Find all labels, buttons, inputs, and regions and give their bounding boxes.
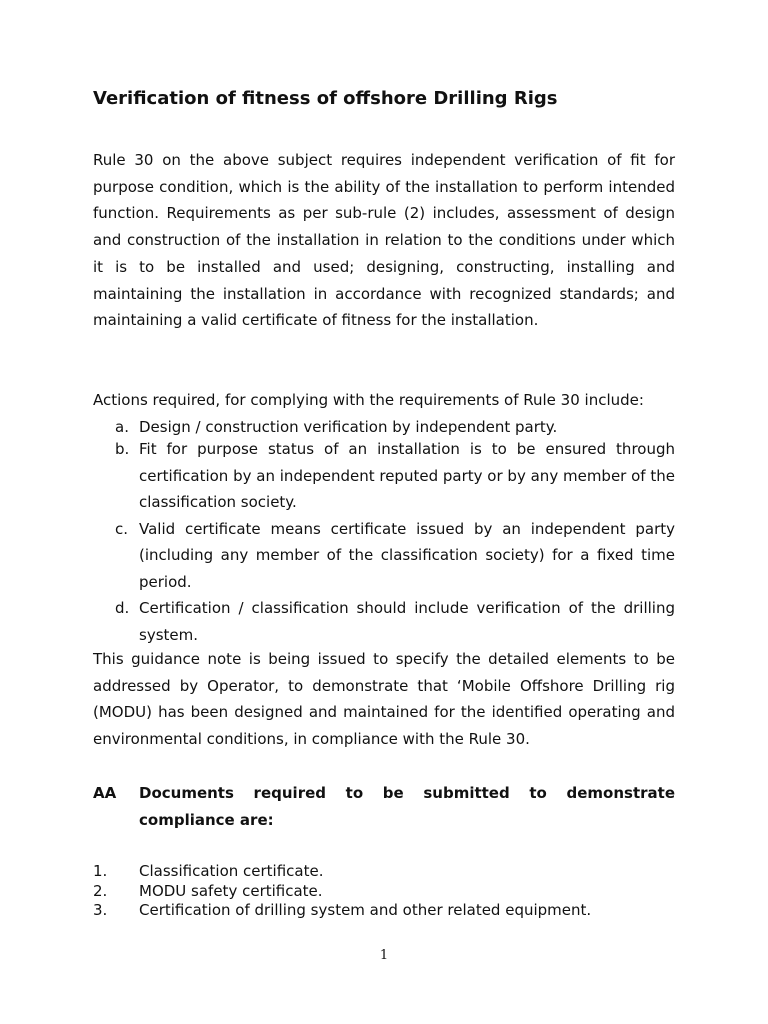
list-item: [93, 418, 675, 436]
list-item-text: Certification / classification should include verification of the drilling system.: [139, 599, 675, 644]
list-item-label: b.: [115, 440, 130, 458]
list-item-text: Classification certificate.: [139, 862, 324, 880]
intro-paragraph: Rule 30 on the above subject requires independent verification of fit for purpose condition, which is the ability of the installation to perform intended function. Requirements as per sub-rule (2) includes, assessment of design and construction of the installation in relation to the conditions under which it is to be installed and used; designing, constructing, installing and maintaining the installation in accordance with recognized standards; and maintaining a valid certificate of fitness for the installation.: [93, 151, 675, 330]
list-item-number: 3.: [93, 901, 108, 919]
list-item-text: Fit for purpose status of an installation is to be ensured through certification by an independent reputed party or by any member of the classification society.: [139, 440, 675, 511]
list-item-label: c.: [115, 519, 129, 538]
list-item-number: 1.: [93, 862, 108, 880]
page-number: 1: [379, 948, 389, 963]
list-item-text: Design / construction verification by independent party.: [139, 418, 558, 436]
documents-list: [93, 862, 675, 921]
section-heading-text: Documents required to be submitted to demonstrate compliance are:: [139, 784, 675, 829]
document-title: Verification of fitness of offshore Drilling Rigs: [93, 88, 558, 109]
list-item-text: Certification of drilling system and other related equipment.: [139, 901, 592, 919]
list-item: [93, 516, 675, 596]
list-item-label: a.: [115, 418, 129, 436]
actions-list: [93, 418, 675, 648]
list-item: [93, 901, 675, 921]
guidance-paragraph: This guidance note is being issued to specify the detailed elements to be addressed by Operator, to demonstrate that ‘Mobile Offshore Drilling rig (MODU) has been designed and maintained for the identified operating and environmental conditions, in compliance with the Rule 30.: [93, 650, 675, 749]
list-item: [93, 595, 675, 648]
actions-intro-paragraph: Actions required, for complying with the requirements of Rule 30 include:: [93, 391, 644, 409]
list-item-text: Valid certificate means certificate issued by an independent party (including any member of the classification society) for a fixed time period.: [139, 519, 675, 591]
list-item: [93, 862, 675, 882]
list-item-number: 2.: [93, 881, 108, 900]
list-item: [93, 882, 675, 902]
section-heading: [93, 780, 675, 833]
section-code: AA: [93, 784, 117, 802]
list-item: [93, 436, 675, 516]
list-item-label: d.: [115, 599, 130, 617]
list-item-text: MODU safety certificate.: [139, 881, 323, 900]
